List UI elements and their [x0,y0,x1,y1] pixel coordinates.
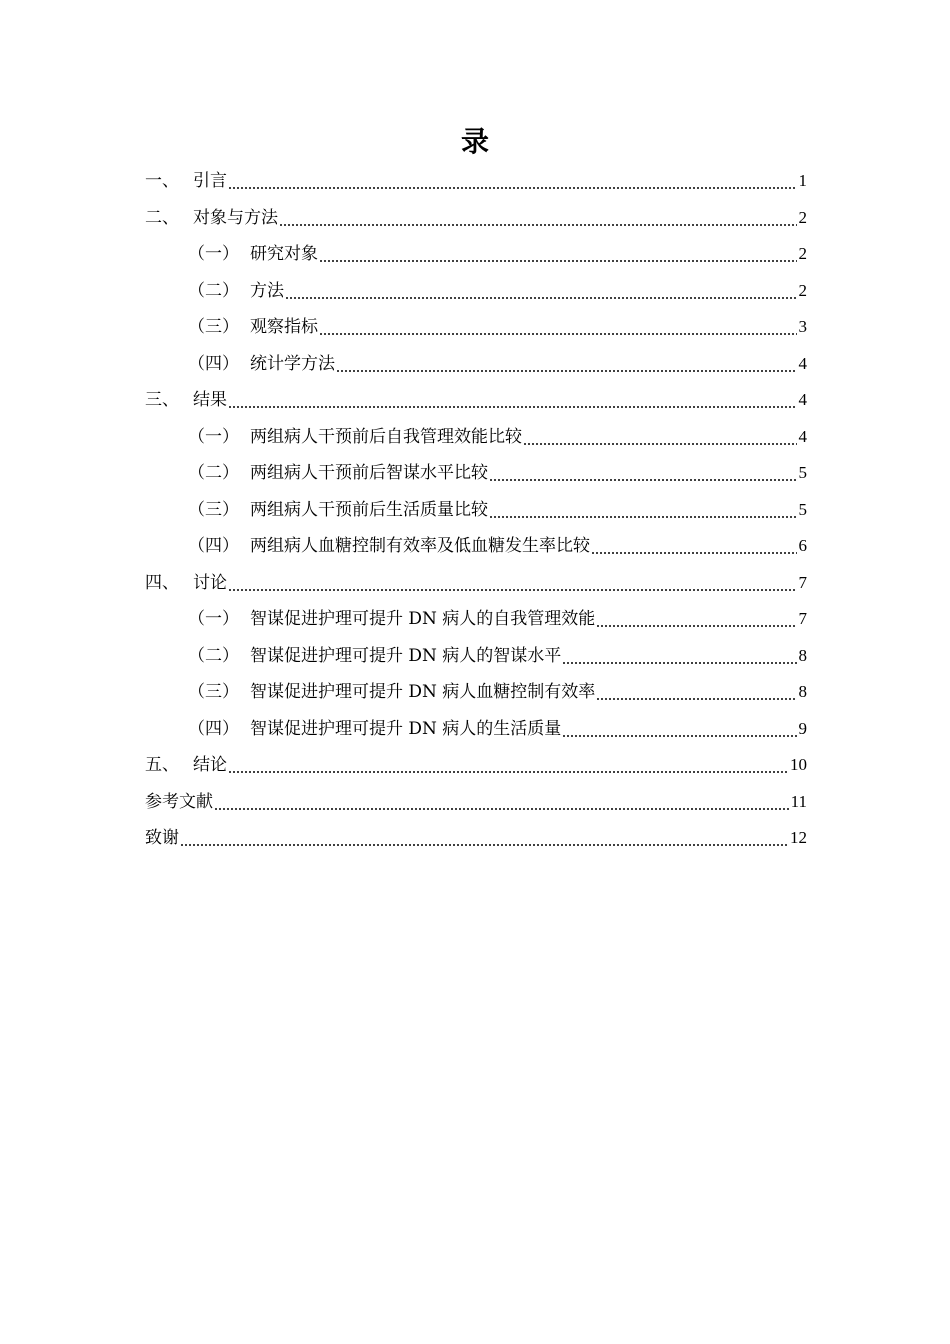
toc-entry-number: 四、 [145,572,179,593]
toc-entry-page-number: 8 [798,682,807,702]
dot-leader [596,609,796,629]
toc-entry[interactable] [145,419,807,456]
toc-entry-page-number: 7 [798,609,807,629]
toc-entry-title: 统计学方法 [250,353,335,374]
dot-leader [228,390,797,410]
toc-entry-title: 智谋促进护理可提升 DN 病人的生活质量 [250,718,562,739]
dot-leader [228,755,788,775]
toc-entry-title: 参考文献 [145,791,213,812]
toc-entry-page-number: 12 [790,828,807,848]
toc-entry-number: （三） [188,317,239,338]
toc-entry-number: （二） [188,645,239,666]
dot-leader [336,354,797,374]
toc-entry-title: 方法 [250,280,284,301]
toc-entry-number: 三、 [145,390,179,411]
dot-leader [591,536,797,556]
toc-entry[interactable] [145,820,807,857]
toc-entry-title: 讨论 [193,572,227,593]
dot-leader [214,792,789,812]
toc-entry-page-number: 7 [798,572,807,592]
toc-entry-title: 两组病人血糖控制有效率及低血糖发生率比较 [250,536,590,557]
toc-entry[interactable] [145,784,807,821]
toc-entry-page-number: 5 [798,463,807,483]
dot-leader [279,208,797,228]
toc-entry[interactable] [145,492,807,529]
toc-entry-number: 五、 [145,755,179,776]
toc-entry-number: （一） [188,426,239,447]
dot-leader [562,646,796,666]
toc-entry-page-number: 4 [798,390,807,410]
toc-entry-number: （一） [188,244,239,265]
toc-entry-number: （二） [188,463,239,484]
toc-entry-page-number: 5 [798,499,807,519]
toc-entry-title: 观察指标 [250,317,318,338]
toc-entry[interactable] [145,601,807,638]
toc-entry[interactable] [145,346,807,383]
dot-leader [319,317,797,337]
toc-entry-number: （一） [188,609,239,630]
toc-entry-title: 两组病人干预前后生活质量比较 [250,499,488,520]
toc-entry-title: 引言 [193,171,227,192]
toc-entry-number: 一、 [145,171,179,192]
toc-entry[interactable] [145,528,807,565]
toc-entry-page-number: 11 [790,791,807,811]
toc-entry[interactable] [145,747,807,784]
dot-leader [523,427,797,447]
toc-entry-page-number: 4 [798,426,807,446]
toc-entry-number: （三） [188,682,239,703]
toc-entry[interactable] [145,674,807,711]
toc-entry-title: 两组病人干预前后自我管理效能比较 [250,426,522,447]
dot-leader [319,244,797,264]
toc-entry-page-number: 8 [798,645,807,665]
toc-entry-title: 对象与方法 [193,207,278,228]
dot-leader [285,281,797,301]
toc-entry[interactable] [145,200,807,237]
dot-leader [180,828,788,848]
toc-entry[interactable] [145,273,807,310]
toc-entry-page-number: 2 [798,207,807,227]
dot-leader [489,500,797,520]
toc-entry-page-number: 6 [798,536,807,556]
toc-entry-title: 智谋促进护理可提升 DN 病人血糖控制有效率 [250,682,596,703]
toc-entry-title: 智谋促进护理可提升 DN 病人的自我管理效能 [250,609,596,630]
dot-leader [562,719,796,739]
toc-entry-number: （四） [188,718,239,739]
dot-leader [228,171,797,191]
table-of-contents [145,163,807,857]
toc-entry-number: （三） [188,499,239,520]
toc-entry-title: 两组病人干预前后智谋水平比较 [250,463,488,484]
toc-entry-number: （二） [188,280,239,301]
toc-entry-number: （四） [188,353,239,374]
toc-entry-number: （四） [188,536,239,557]
toc-entry-title: 智谋促进护理可提升 DN 病人的智谋水平 [250,645,562,666]
toc-entry-page-number: 2 [798,244,807,264]
dot-leader [596,682,796,702]
toc-entry[interactable] [145,565,807,602]
toc-entry[interactable] [145,163,807,200]
toc-entry-number: 二、 [145,207,179,228]
toc-entry[interactable] [145,309,807,346]
toc-entry-page-number: 4 [798,353,807,373]
toc-entry[interactable] [145,236,807,273]
toc-entry-page-number: 1 [798,171,807,191]
toc-entry[interactable] [145,711,807,748]
toc-entry-page-number: 10 [790,755,807,775]
toc-entry-page-number: 3 [798,317,807,337]
toc-entry-title: 研究对象 [250,244,318,265]
dot-leader [489,463,797,483]
toc-entry-title: 结论 [193,755,227,776]
toc-entry-title: 致谢 [145,828,179,849]
toc-title: 录 [460,125,489,158]
dot-leader [228,573,797,593]
toc-entry[interactable] [145,382,807,419]
toc-entry-page-number: 2 [798,280,807,300]
toc-entry[interactable] [145,455,807,492]
toc-entry-title: 结果 [193,390,227,411]
toc-entry[interactable] [145,638,807,675]
toc-entry-page-number: 9 [798,718,807,738]
